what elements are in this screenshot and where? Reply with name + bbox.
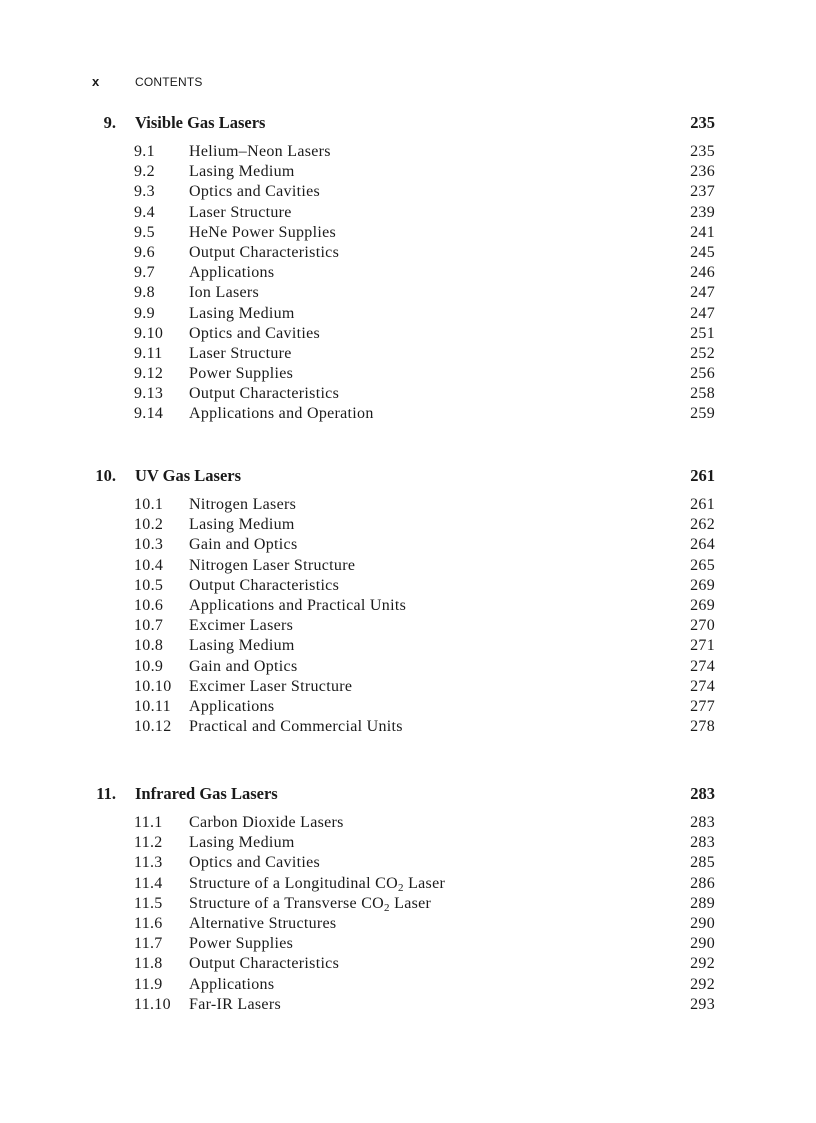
toc-entry xyxy=(0,556,816,576)
toc-entry xyxy=(0,596,816,616)
section-number: 10.9 xyxy=(134,657,164,675)
section-number: 9.3 xyxy=(134,183,155,201)
section-number: 9.4 xyxy=(134,203,155,221)
section-page: 286 xyxy=(690,874,715,892)
chapter-title: UV Gas Lasers xyxy=(135,466,242,485)
section-page: 290 xyxy=(690,935,715,953)
section-page: 262 xyxy=(690,516,715,534)
section-page: 251 xyxy=(690,324,715,342)
section-number: 11.5 xyxy=(134,894,163,912)
page-folio: x xyxy=(92,74,100,89)
toc-entry xyxy=(0,324,816,344)
toc-entry xyxy=(0,813,816,833)
section-title: Output Characteristics xyxy=(189,385,340,403)
chapter-title: Infrared Gas Lasers xyxy=(135,784,278,803)
toc-entry xyxy=(0,535,816,555)
toc-entry xyxy=(0,142,816,162)
section-number: 9.8 xyxy=(134,284,155,302)
section-number: 11.10 xyxy=(134,995,171,1013)
toc-entry xyxy=(0,954,816,974)
section-page: 261 xyxy=(690,496,715,513)
toc-entry xyxy=(0,364,816,384)
section-title: Output Characteristics xyxy=(189,955,340,973)
section-title: Applications xyxy=(189,975,275,993)
section-title: Applications xyxy=(189,697,275,715)
section-page: 270 xyxy=(690,617,715,635)
chapter-page: 283 xyxy=(690,784,715,803)
section-page: 292 xyxy=(690,955,715,973)
section-title: Gain and Optics xyxy=(189,536,298,554)
section-page: 235 xyxy=(690,143,715,160)
section-title: Output Characteristics xyxy=(189,576,340,594)
toc-entry xyxy=(0,833,816,853)
section-page: 241 xyxy=(690,223,715,241)
section-title xyxy=(189,894,431,914)
section-page: 259 xyxy=(690,405,715,423)
section-number: 10.10 xyxy=(134,677,172,695)
section-number: 9.9 xyxy=(134,304,155,322)
toc-entry xyxy=(0,495,816,515)
section-number: 9.14 xyxy=(134,405,164,423)
section-page: 237 xyxy=(690,183,715,201)
section-title xyxy=(189,874,445,894)
section-number: 9.10 xyxy=(134,324,164,342)
section-title: Helium–Neon Lasers xyxy=(189,143,331,160)
section-page: 247 xyxy=(690,284,715,302)
section-page: 285 xyxy=(690,854,715,872)
section-page: 258 xyxy=(690,385,715,403)
section-title: Ion Lasers xyxy=(189,284,260,302)
section-page: 289 xyxy=(690,894,715,912)
section-title: Carbon Dioxide Lasers xyxy=(189,814,344,831)
toc-entry xyxy=(0,576,816,596)
toc-entry xyxy=(0,975,816,995)
section-title: Practical and Commercial Units xyxy=(189,718,403,736)
section-number: 10.7 xyxy=(134,617,164,635)
section-number: 11.3 xyxy=(134,854,163,872)
section-number: 9.1 xyxy=(134,143,155,160)
section-page: 269 xyxy=(690,596,715,614)
toc-entry xyxy=(0,384,816,404)
section-number: 10.3 xyxy=(134,536,164,554)
section-title: Excimer Laser Structure xyxy=(189,677,353,695)
toc-entry xyxy=(0,243,816,263)
section-page: 245 xyxy=(690,243,715,261)
section-title: Applications and Operation xyxy=(189,405,374,423)
toc-entry xyxy=(0,283,816,303)
section-page: 293 xyxy=(690,995,715,1013)
chapter-heading xyxy=(0,465,816,487)
toc-entry xyxy=(0,404,816,424)
section-number: 11.9 xyxy=(134,975,163,993)
section-page: 239 xyxy=(690,203,715,221)
section-title: Far-IR Lasers xyxy=(189,995,281,1013)
section-number: 9.13 xyxy=(134,385,164,403)
section-number: 9.12 xyxy=(134,365,164,383)
section-page: 264 xyxy=(690,536,715,554)
section-title: Optics and Cavities xyxy=(189,183,321,201)
section-list xyxy=(0,813,816,1015)
toc-entry xyxy=(0,995,816,1015)
section-title-text-end: Laser xyxy=(389,894,432,912)
section-title: Applications and Practical Units xyxy=(189,596,407,614)
section-page: 265 xyxy=(690,556,715,574)
section-page: 274 xyxy=(690,657,715,675)
section-page: 246 xyxy=(690,264,715,282)
section-title: Gain and Optics xyxy=(189,657,298,675)
chapter-number: 10. xyxy=(95,466,116,485)
toc-entry xyxy=(0,657,816,677)
section-number: 10.11 xyxy=(134,697,171,715)
toc-entry xyxy=(0,717,816,737)
section-number: 9.5 xyxy=(134,223,155,241)
chapter-heading xyxy=(0,112,816,134)
section-list xyxy=(0,495,816,737)
section-title: HeNe Power Supplies xyxy=(189,223,337,241)
section-number: 9.11 xyxy=(134,344,163,362)
section-title: Power Supplies xyxy=(189,365,294,383)
toc-entry xyxy=(0,894,816,914)
chapter-number: 11. xyxy=(96,784,116,803)
toc-entry xyxy=(0,853,816,873)
section-page: 269 xyxy=(690,576,715,594)
section-title: Lasing Medium xyxy=(189,163,295,181)
section-title: Optics and Cavities xyxy=(189,854,321,872)
section-page: 247 xyxy=(690,304,715,322)
toc-entry xyxy=(0,616,816,636)
section-number: 9.7 xyxy=(134,264,155,282)
section-number: 10.1 xyxy=(134,496,164,513)
toc-entry xyxy=(0,223,816,243)
section-number: 10.12 xyxy=(134,718,172,736)
running-head xyxy=(92,74,203,90)
section-title: Nitrogen Lasers xyxy=(189,496,297,513)
toc-entry xyxy=(0,344,816,364)
section-title: Power Supplies xyxy=(189,935,294,953)
section-title: Alternative Structures xyxy=(189,914,337,932)
section-title: Optics and Cavities xyxy=(189,324,321,342)
toc-entry xyxy=(0,677,816,697)
section-page: 292 xyxy=(690,975,715,993)
section-page: 256 xyxy=(690,365,715,383)
chapter-page: 235 xyxy=(690,113,715,132)
chapter-heading xyxy=(0,783,816,805)
toc-entry xyxy=(0,182,816,202)
chapter-page: 261 xyxy=(690,466,715,485)
section-title: Lasing Medium xyxy=(189,304,295,322)
section-page: 236 xyxy=(690,163,715,181)
subscript-2: 2 xyxy=(397,881,404,894)
chapter-10 xyxy=(0,465,816,737)
section-number: 11.2 xyxy=(134,834,163,852)
toc-entry xyxy=(0,263,816,283)
running-head-label: CONTENTS xyxy=(135,75,203,89)
section-title: Lasing Medium xyxy=(189,834,295,852)
section-title: Lasing Medium xyxy=(189,516,295,534)
chapter-11 xyxy=(0,783,816,1015)
section-number: 10.6 xyxy=(134,596,164,614)
section-number: 11.8 xyxy=(134,955,163,973)
section-title: Applications xyxy=(189,264,275,282)
chapter-title: Visible Gas Lasers xyxy=(135,113,266,132)
section-page: 283 xyxy=(690,834,715,852)
section-number: 10.8 xyxy=(134,637,164,655)
section-title: Nitrogen Laser Structure xyxy=(189,556,356,574)
section-number: 11.1 xyxy=(134,814,163,831)
toc-entry xyxy=(0,203,816,223)
section-title: Output Characteristics xyxy=(189,243,340,261)
toc-entry xyxy=(0,636,816,656)
section-number: 11.4 xyxy=(134,874,163,892)
section-page: 290 xyxy=(690,914,715,932)
chapter-9 xyxy=(0,112,816,425)
section-list xyxy=(0,142,816,425)
toc-entry xyxy=(0,162,816,182)
toc-entry xyxy=(0,934,816,954)
section-number: 11.7 xyxy=(134,935,163,953)
section-title-text: Structure of a Transverse CO xyxy=(189,894,385,912)
section-page: 271 xyxy=(690,637,715,655)
section-title: Laser Structure xyxy=(189,203,292,221)
chapter-number: 9. xyxy=(103,113,116,132)
section-title-text: Structure of a Longitudinal CO xyxy=(189,874,398,892)
subscript-2: 2 xyxy=(384,901,390,914)
section-title: Lasing Medium xyxy=(189,637,295,655)
section-page: 252 xyxy=(690,344,715,362)
toc-entry xyxy=(0,914,816,934)
section-title: Excimer Lasers xyxy=(189,617,294,635)
section-title-text-end: Laser xyxy=(403,874,446,892)
section-number: 10.5 xyxy=(134,576,164,594)
section-title: Laser Structure xyxy=(189,344,292,362)
section-page: 283 xyxy=(690,814,715,831)
toc-entry xyxy=(0,304,816,324)
toc-entry xyxy=(0,697,816,717)
section-number: 11.6 xyxy=(134,914,163,932)
toc-entry xyxy=(0,874,816,894)
section-number: 9.6 xyxy=(134,243,155,261)
section-page: 274 xyxy=(690,677,715,695)
section-number: 9.2 xyxy=(134,163,155,181)
section-number: 10.2 xyxy=(134,516,164,534)
section-page: 277 xyxy=(690,697,715,715)
section-page: 278 xyxy=(690,718,715,736)
toc-entry xyxy=(0,515,816,535)
section-number: 10.4 xyxy=(134,556,164,574)
